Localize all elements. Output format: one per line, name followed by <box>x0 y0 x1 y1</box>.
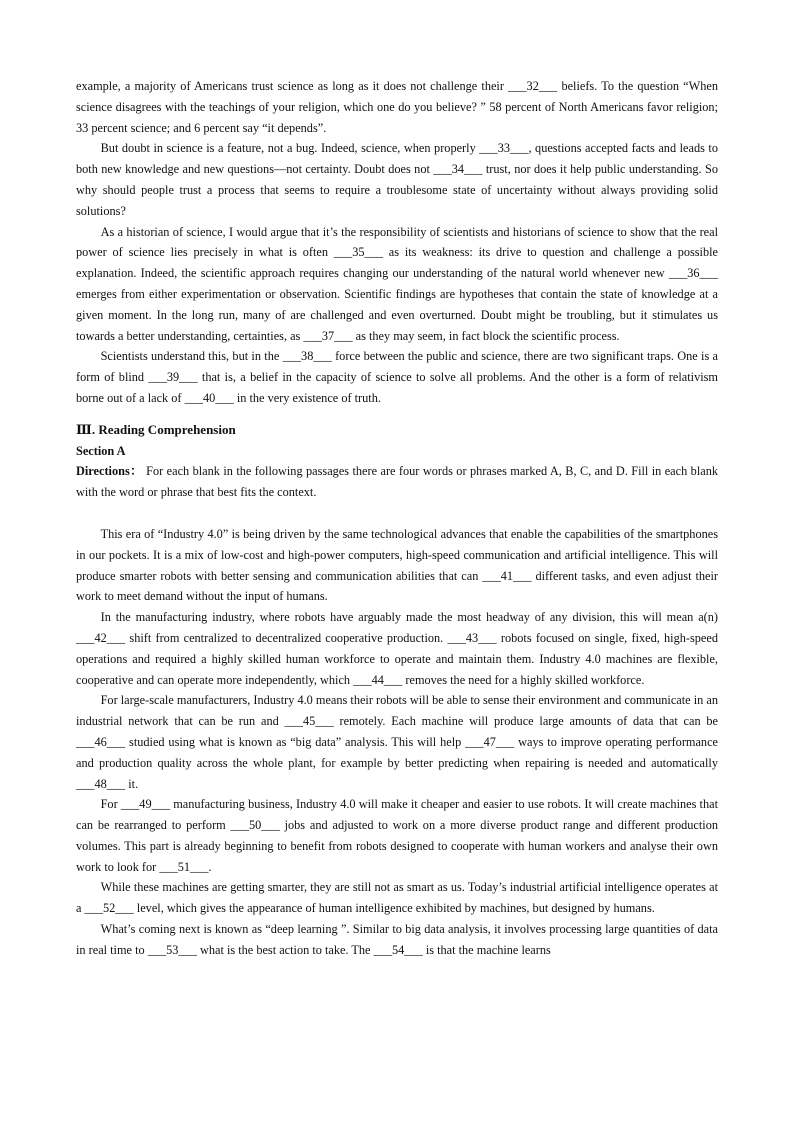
paragraph: While these machines are getting smarter, they are still not as smart as us. Today’s industrial artificial intelligence operates at a ___52___ level, which gives the appearance of human intelligence exhibited by machines, but designed by humans. <box>76 880 718 916</box>
paragraph: For large-scale manufacturers, Industry 4.0 means their robots will be able to sense their environment and communicate in an industrial network that can be run and ___45___ remotely. Each machine will produce large amounts of data that can be ___46___ studied using what is known as “big data” analysis. This will help ___47___ ways to improve operating performance and production quality across the whole plant, for example by better predicting when repairing is needed and automatically ___48___ it. <box>76 693 718 791</box>
passage-science-doubt <box>76 76 718 409</box>
document-page <box>76 76 718 961</box>
paragraph: But doubt in science is a feature, not a bug. Indeed, science, when properly ___33___, questions accepted facts and leads to both new knowledge and new questions—not certainty. Doubt does not ___34___ trust, nor does it help public understanding. So why should people trust a process that seems to require a troublesome state of uncertainty without always providing solid solutions? <box>76 141 718 218</box>
paragraph: As a historian of science, I would argue that it’s the responsibility of scientists and historians of science to show that the real power of science lies precisely in what is often ___35___ as its weakness: its drive to question and challenge a possible explanation. Indeed, the scientific approach requires changing our understanding of the natural world whenever new ___36___ emerges from either experimentation or observation. Scientific findings are hypotheses that contain the state of knowledge at a given moment. In the long run, many of are challenged and even overturned. Doubt might be troubling, but it stimulates us towards a better understanding, certainties, as ___37___ as they may seem, in fact block the scientific process. <box>76 224 718 343</box>
directions-label: Directions： <box>76 464 143 479</box>
paragraph: Scientists understand this, but in the ___38___ force between the public and science, there are two significant traps. One is a form of blind ___39___ that is, a belief in the capacity of science to solve all problems. And the other is a form of relativism borne out of a lack of ___40___ in the very existence of truth. <box>76 349 718 405</box>
paragraph: This era of “Industry 4.0” is being driven by the same technological advances that enable the capabilities of the smartphones in our pockets. It is a mix of low-cost and high-power computers, high-speed communication and artificial intelligence. This will produce smarter robots with better sensing and communication abilities that can ___41___ different tasks, and even adjust their work to meet demand without the input of humans. <box>76 526 718 604</box>
paragraph: What’s coming next is known as “deep learning ”. Similar to big data analysis, it involves processing large quantities of data in real time to ___53___ what is the best action to take. The ___54___ is that the machine learns <box>76 922 718 957</box>
passage-industry-4 <box>76 524 718 961</box>
directions-text: For each blank in the following passages there are four words or phrases marked A, B, C, and D. Fill in each blank with the word or phrase that best fits the context. <box>76 464 718 500</box>
paragraph: example, a majority of Americans trust science as long as it does not challenge their ___32___ beliefs. To the question “When science disagrees with the teachings of your religion, which one do you believe? ” 58 percent of North Americans favor religion; 33 percent science; and 6 percent say “it depends”. <box>76 79 718 135</box>
section-subtitle: Section A <box>76 443 126 458</box>
section-title: Ⅲ. Reading Comprehension <box>76 421 236 437</box>
directions <box>76 461 718 503</box>
reading-comprehension-section <box>76 420 718 503</box>
paragraph: In the manufacturing industry, where robots have arguably made the most headway of any division, this will mean a(n) ___42___ shift from centralized to decentralized cooperative production. ___43___ robots focused on single, fixed, high-speed operations and required a highly skilled human workforce to operate and maintain them. Industry 4.0 machines are flexible, cooperative and can operate more independently, which ___44___ removes the need for a highly skilled workforce. <box>76 610 718 687</box>
paragraph: For ___49___ manufacturing business, Industry 4.0 will make it cheaper and easier to use robots. It will create machines that can be rearranged to perform ___50___ jobs and adjusted to work on a more diverse product range and different production volumes. This part is already beginning to benefit from robots designed to cooperate with human workers and analyse their own work to look for ___51___. <box>76 797 718 874</box>
